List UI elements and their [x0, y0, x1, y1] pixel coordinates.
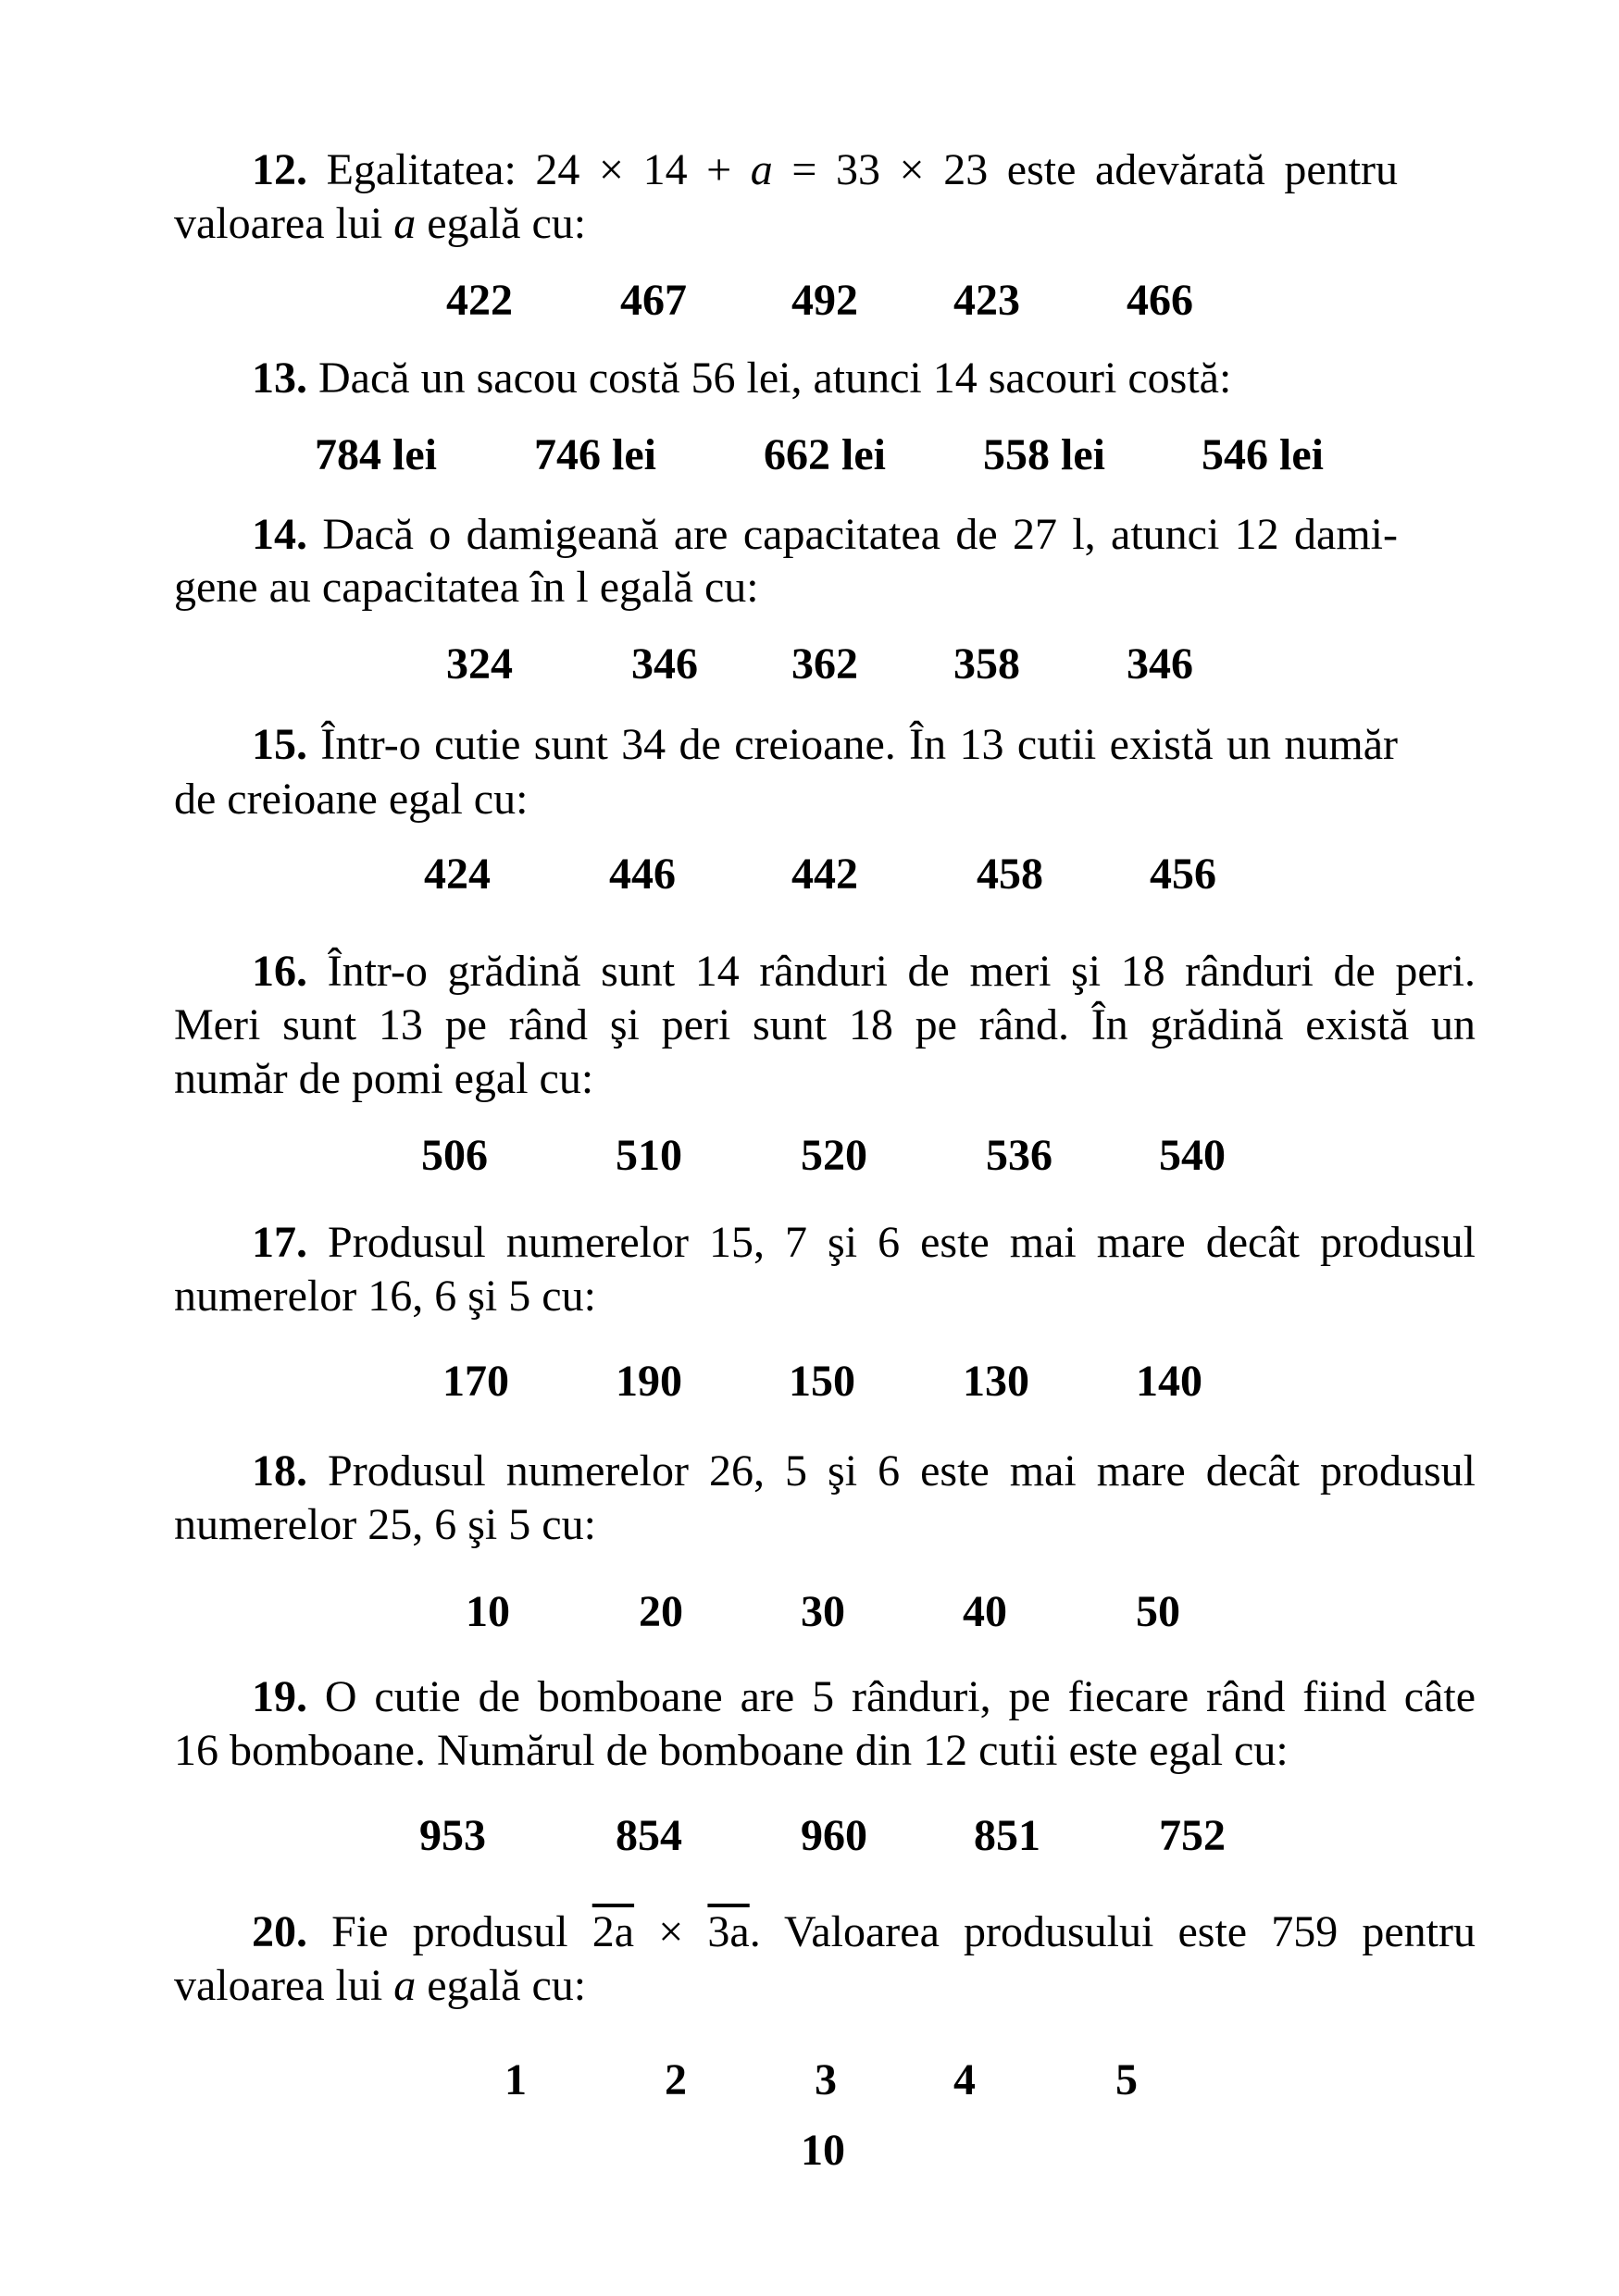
answer-option: 424: [424, 850, 491, 899]
answer-option: 362: [791, 639, 858, 689]
answer-option: 960: [801, 1811, 867, 1860]
answer-option: 1: [504, 2055, 527, 2104]
problem-17-line-1: 17. Produsul numerelor 15, 7 şi 6 este mai mare decât produsul: [252, 1218, 1476, 1267]
answer-option: 851: [974, 1811, 1040, 1860]
answer-option: 358: [953, 639, 1020, 689]
problem-number: 15.: [252, 720, 307, 769]
problem-19-line-1: 19. O cutie de bomboane are 5 rânduri, pe fiecare rând fiind câte: [252, 1672, 1476, 1721]
answer-option: 190: [616, 1357, 682, 1406]
problem-number: 12.: [252, 145, 307, 194]
answer-option: 466: [1127, 276, 1193, 325]
answer-option: 546 lei: [1202, 430, 1324, 479]
problem-16-line-3: număr de pomi egal cu:: [174, 1054, 594, 1103]
problem-number: 13.: [252, 354, 307, 403]
answer-option: 854: [616, 1811, 682, 1860]
problem-12-line-2: valoarea lui a egală cu:: [174, 199, 587, 248]
answer-option: 446: [609, 850, 676, 899]
problem-16-line-1: 16. Într-o grădină sunt 14 rânduri de meri şi 18 rânduri de peri.: [252, 947, 1476, 996]
problem-14-line-1: 14. Dacă o damigeană are capacitatea de 27 l, atunci 12 dami-: [252, 510, 1398, 559]
answer-option: 752: [1159, 1811, 1226, 1860]
answer-option: 746 lei: [534, 430, 656, 479]
problem-number: 16.: [252, 947, 307, 996]
problem-15-line-2: de creioane egal cu:: [174, 775, 529, 824]
answer-option: 170: [442, 1357, 509, 1406]
problem-14-line-2: gene au capacitatea în l egală cu:: [174, 563, 759, 612]
problem-13-line-1: 13. Dacă un sacou costă 56 lei, atunci 14 sacouri costă:: [252, 354, 1232, 403]
answer-option: 50: [1136, 1587, 1180, 1636]
answer-option: 346: [631, 639, 698, 689]
answer-option: 423: [953, 276, 1020, 325]
overline-number-2a: 2a: [592, 1907, 635, 1956]
answer-option: 558 lei: [983, 430, 1105, 479]
answer-option: 662 lei: [764, 430, 886, 479]
answer-option: 10: [466, 1587, 510, 1636]
problem-12-line-1: 12. Egalitatea: 24 × 14 + a = 33 × 23 este adevărată pentru: [252, 145, 1399, 194]
problem-number: 14.: [252, 510, 307, 559]
answer-option: 3: [815, 2055, 837, 2104]
answer-option: 30: [801, 1587, 845, 1636]
answer-option: 2: [665, 2055, 687, 2104]
answer-option: 346: [1127, 639, 1193, 689]
answer-option: 510: [616, 1131, 682, 1180]
answer-option: 140: [1136, 1357, 1202, 1406]
problem-18-line-1: 18. Produsul numerelor 26, 5 şi 6 este mai mare decât produsul: [252, 1446, 1476, 1496]
answer-option: 5: [1115, 2055, 1138, 2104]
answer-option: 784 lei: [315, 430, 437, 479]
problem-20-line-2: valoarea lui a egală cu:: [174, 1961, 587, 2010]
page-number: 10: [801, 2126, 845, 2175]
answer-option: 150: [789, 1357, 855, 1406]
answer-option: 536: [986, 1131, 1052, 1180]
answer-option: 520: [801, 1131, 867, 1180]
problem-number: 20.: [252, 1907, 307, 1956]
answer-option: 4: [953, 2055, 976, 2104]
answer-option: 130: [963, 1357, 1029, 1406]
problem-16-line-2: Meri sunt 13 pe rând şi peri sunt 18 pe rând. În grădină există un: [174, 1000, 1476, 1049]
problem-19-line-2: 16 bomboane. Numărul de bomboane din 12 cutii este egal cu:: [174, 1726, 1289, 1775]
problem-number: 17.: [252, 1218, 307, 1267]
answer-option: 442: [791, 850, 858, 899]
answer-option: 492: [791, 276, 858, 325]
answer-option: 506: [421, 1131, 488, 1180]
answer-option: 540: [1159, 1131, 1226, 1180]
answer-option: 324: [446, 639, 513, 689]
problem-17-line-2: numerelor 16, 6 şi 5 cu:: [174, 1272, 596, 1321]
answer-option: 953: [419, 1811, 486, 1860]
overline-number-3a: 3a: [707, 1907, 750, 1956]
problem-15-line-1: 15. Într-o cutie sunt 34 de creioane. În 13 cutii există un număr: [252, 720, 1398, 769]
problem-number: 18.: [252, 1446, 307, 1496]
answer-option: 422: [446, 276, 513, 325]
answer-option: 458: [977, 850, 1043, 899]
answer-option: 40: [963, 1587, 1007, 1636]
problem-number: 19.: [252, 1672, 307, 1721]
problem-20-line-1: 20. Fie produsul 2a × 3a. Valoarea produsului este 759 pentru: [252, 1907, 1476, 1956]
problem-18-line-2: numerelor 25, 6 şi 5 cu:: [174, 1500, 596, 1549]
answer-option: 20: [639, 1587, 683, 1636]
answer-option: 467: [620, 276, 687, 325]
answer-option: 456: [1150, 850, 1216, 899]
